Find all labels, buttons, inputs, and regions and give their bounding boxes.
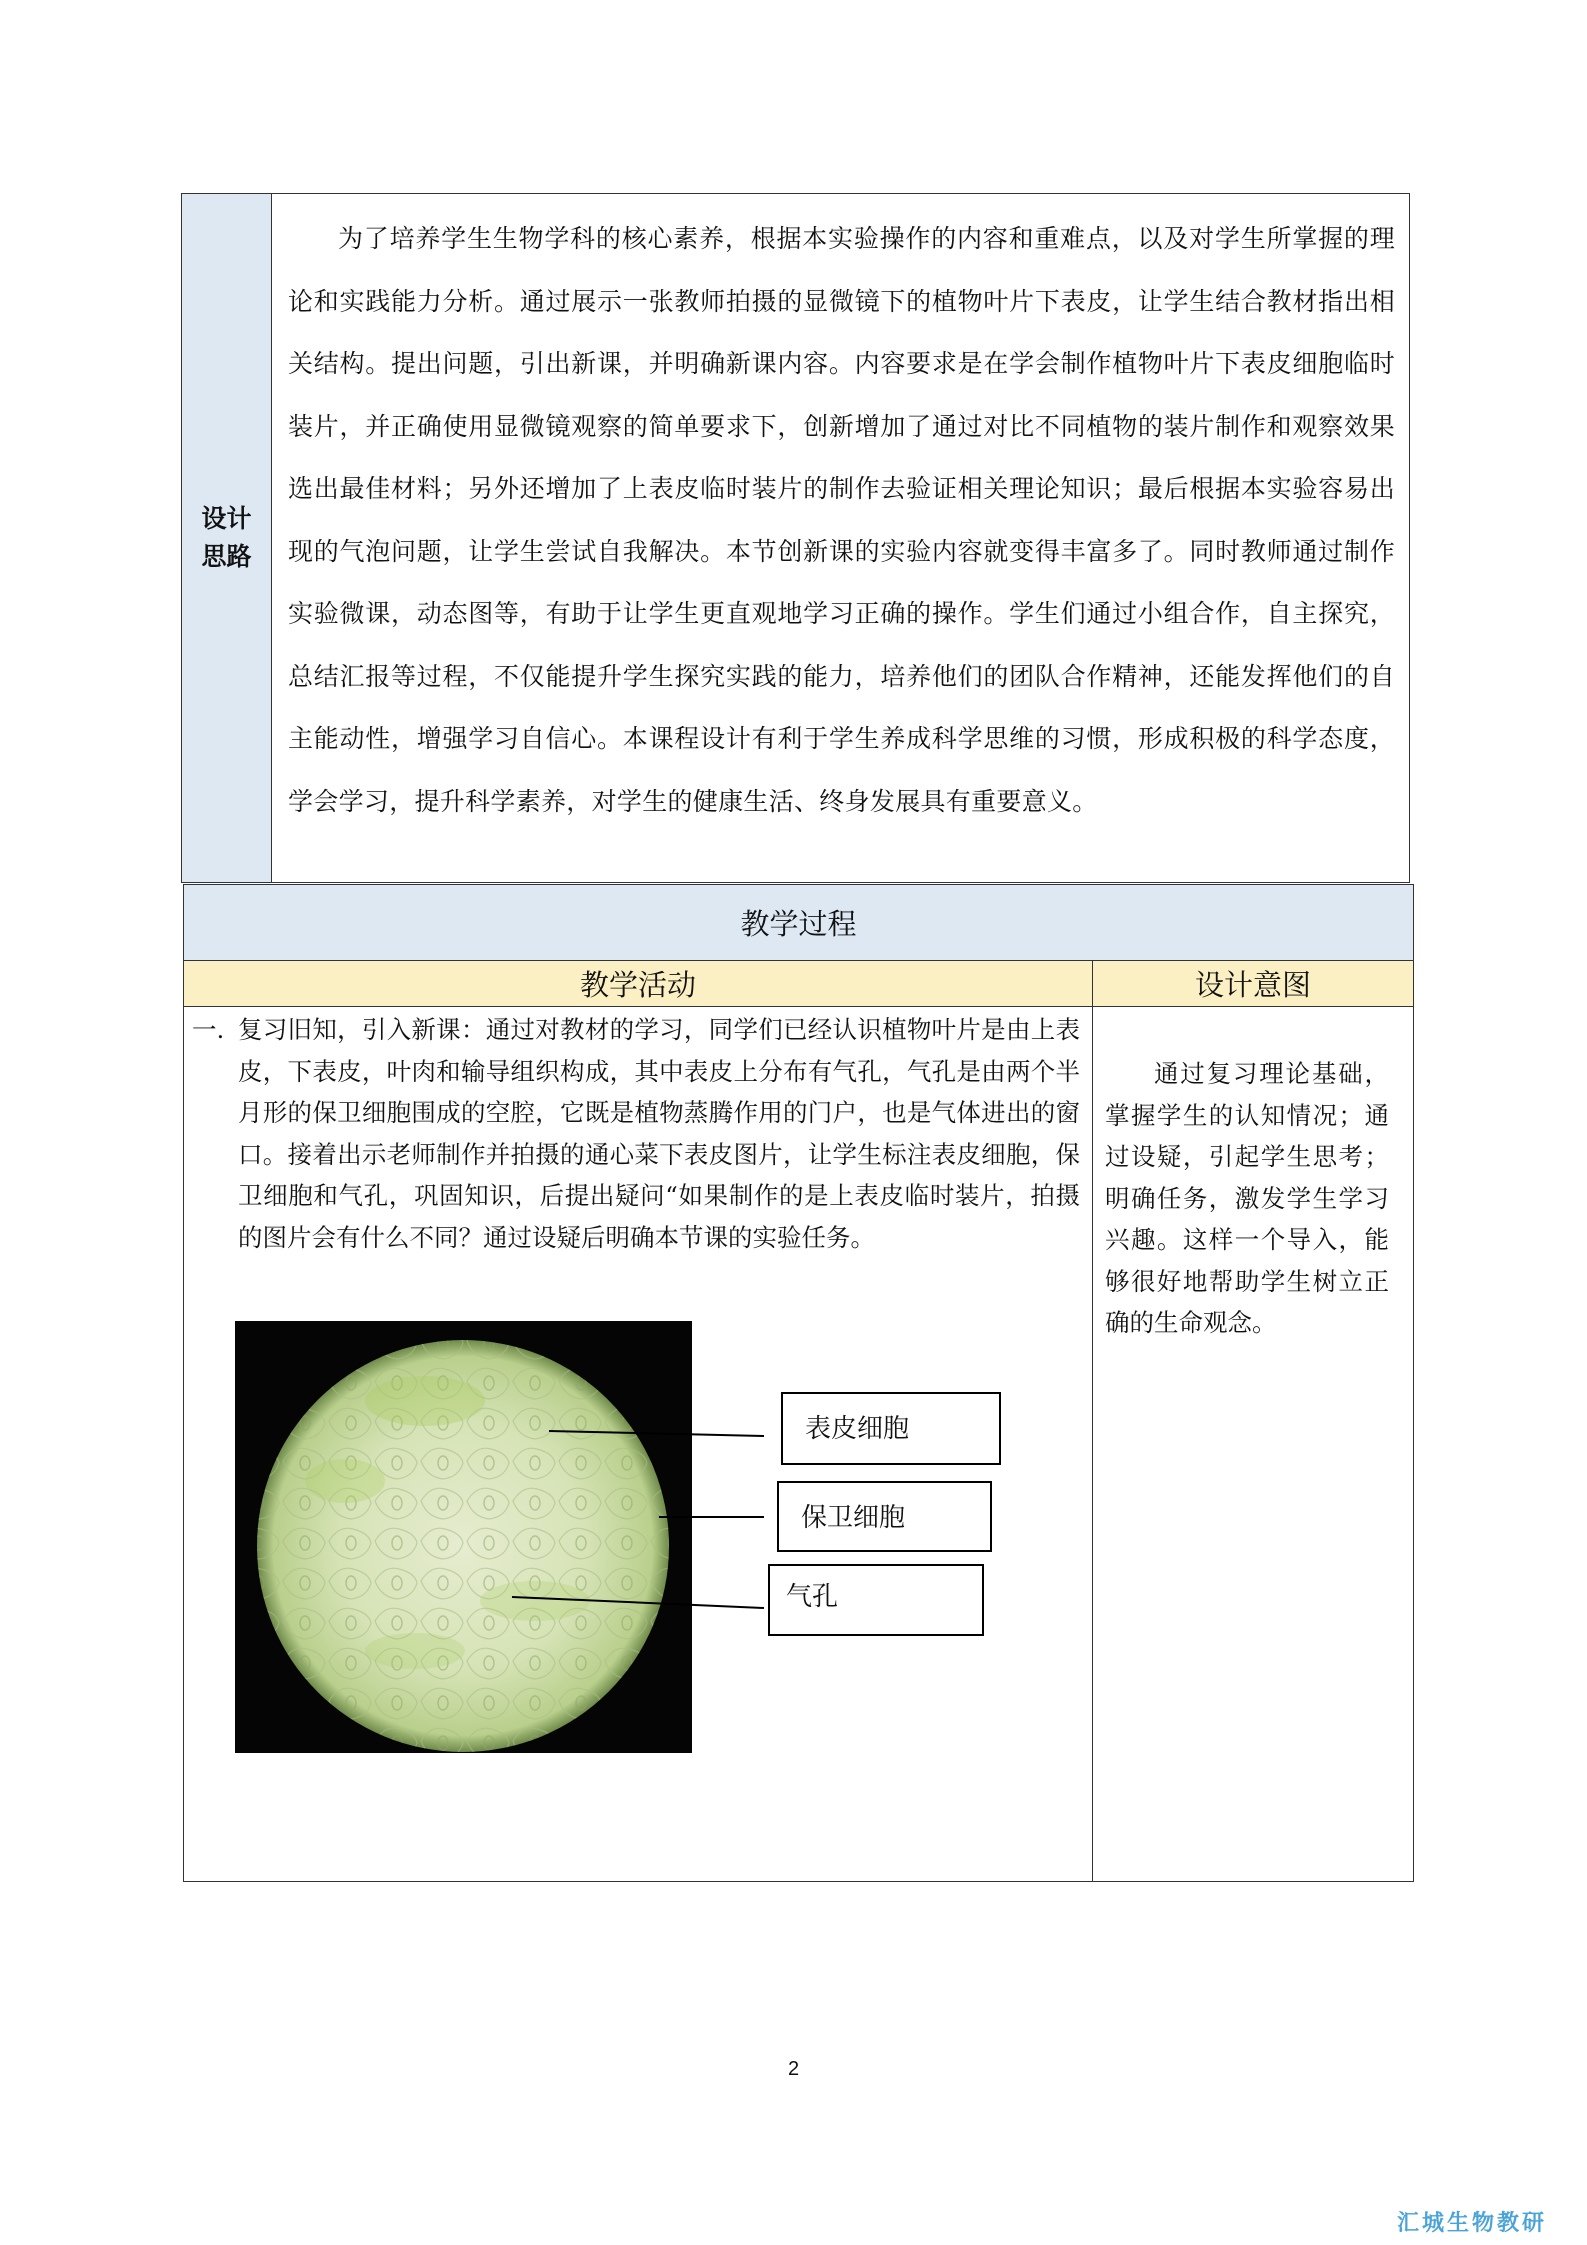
design-rationale-table [181,193,1410,883]
design-rationale-text: 为了培养学生生物学科的核心素养，根据本实验操作的内容和重难点，以及对学生所掌握的理论和实践能力分析。通过展示一张教师拍摄的显微镜下的植物叶片下表皮，让学生结合教材指出相关结构。提出问题，引出新课，并明确新课内容。内容要求是在学会制作植物叶片下表皮细胞临时装片，并正确使用显微镜观察的简单要求下，创新增加了通过对比不同植物的装片制作和观察效果选出最佳材料；另外还增加了上表皮临时装片的制作去验证相关理论知识；最后根据本实验容易出现的气泡问题，让学生尝试自我解决。本节创新课的实验内容就变得丰富多了。同时教师通过制作实验微课，动态图等，有助于让学生更直观地学习正确的操作。学生们通过小组合作，自主探究，总结汇报等过程，不仅能提升学生探究实践的能力，培养他们的团队合作精神，还能发挥他们的自主能动性，增强学习自信心。本课程设计有利于学生养成科学思维的习惯，形成积极的科学态度，学会学习，提升科学素养，对学生的健康生活、终身发展具有重要意义。 [288,224,1395,816]
watermark: 汇城生物教研 [1396,2211,1547,2236]
label-guard-cell: 保卫细胞 [777,1481,992,1552]
activity-cell [184,1007,1093,1882]
column-header-activity: 教学活动 [184,961,1093,1006]
page-number: 2 [787,2058,800,2080]
design-rationale-label: 设计思路 [182,194,272,882]
activity-text: 复习旧知，引入新课：通过对教材的学习，同学们已经认识植物叶片是由上表皮，下表皮，叶肉和输导组织构成，其中表皮上分布有气孔，气孔是由两个半月形的保卫细胞围成的空腔，它既是植物蒸腾作用的门户，也是气体进出的窗口。接着出示老师制作并拍摄的通心菜下表皮图片，让学生标注表皮细胞，保卫细胞和气孔，巩固知识，后提出疑问“如果制作的是上表皮临时装片，拍摄的图片会有什么不同？通过设疑后明确本节课的实验任务。 [238,1015,1080,1252]
label-stoma: 气孔 [768,1564,984,1636]
activity-number: 一. [192,1015,225,1044]
intent-text: 通过复习理论基础，掌握学生的认知情况；通过设疑，引起学生思考；明确任务，激发学生学习兴趣。这样一个导入，能够很好地帮助学生树立正确的生命观念。 [1105,1059,1389,1337]
teaching-process-title: 教学过程 [184,885,1413,961]
column-headers [184,961,1413,1007]
column-header-intent: 设计意图 [1194,968,1311,1002]
label-epidermal-cell: 表皮细胞 [781,1392,1001,1465]
table-row [184,1007,1413,1882]
intent-cell [1093,1007,1413,1882]
teaching-process-table [183,884,1414,1882]
